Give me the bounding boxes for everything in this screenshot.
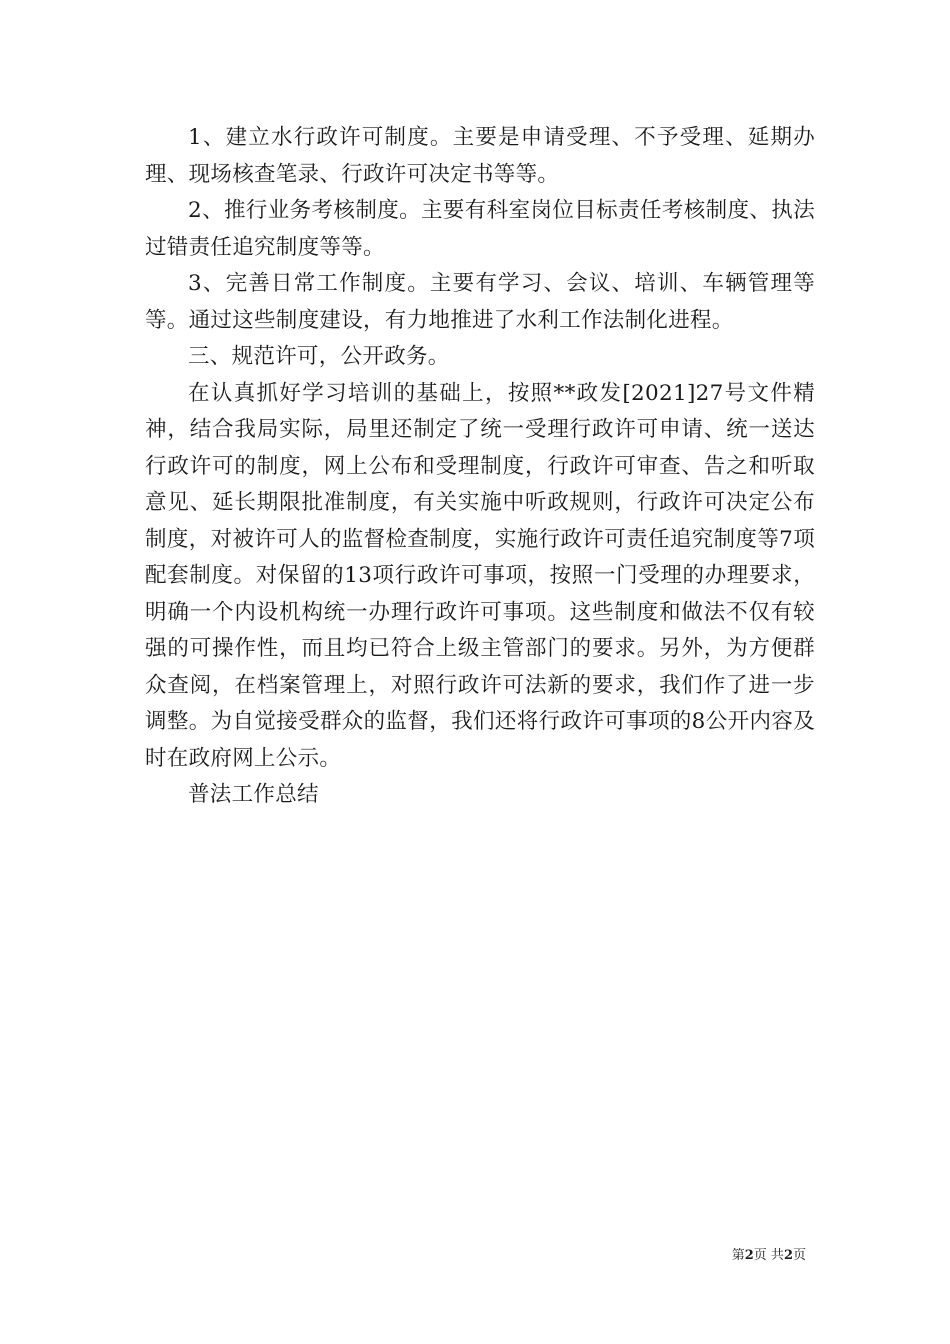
- footer-prefix: 第: [731, 1248, 745, 1263]
- document-body: [145, 120, 815, 814]
- paragraph-1: 1、建立水行政许可制度。主要是申请受理、不予受理、延期办理、现场核查笔录、行政许可决定书等等。: [145, 125, 815, 187]
- total-page-number: 2: [783, 1248, 793, 1263]
- footer-suffix: 页: [792, 1248, 806, 1263]
- paragraph-3: 3、完善日常工作制度。主要有学习、会议、培训、车辆管理等等。通过这些制度建设，有力地推进了水利工作法制化进程。: [145, 271, 815, 333]
- paragraph-2: 2、推行业务考核制度。主要有科室岗位目标责任考核制度、执法过错责任追究制度等等。: [145, 198, 815, 260]
- footer-middle: 页 共: [753, 1248, 784, 1263]
- page-footer: [660, 1247, 806, 1265]
- closing-title: 普法工作总结: [188, 782, 319, 807]
- section-heading: 三、规范许可，公开政务。: [188, 344, 450, 369]
- current-page-number: 2: [744, 1248, 754, 1263]
- paragraph-4: 在认真抓好学习培训的基础上，按照**政发[2021]27号文件精神，结合我局实际，局里还制定了统一受理行政许可申请、统一送达行政许可的制度，网上公布和受理制度，行政许可审查、告之和听取意见、延长期限批准制度，有关实施中听政规则，行政许可决定公布制度，对被许可人的监督检查制度，实施行政许可责任追究制度等7项配套制度。对保留的13项行政许可事项，按照一门受理的办理要求，明确一个内设机构统一办理行政许可事项。这些制度和做法不仅有较强的可操作性，而且均已符合上级主管部门的要求。另外，为方便群众查阅，在档案管理上，对照行政许可法新的要求，我们作了进一步调整。为自觉接受群众的监督，我们还将行政许可事项的8公开内容及时在政府网上公示。: [145, 380, 815, 771]
